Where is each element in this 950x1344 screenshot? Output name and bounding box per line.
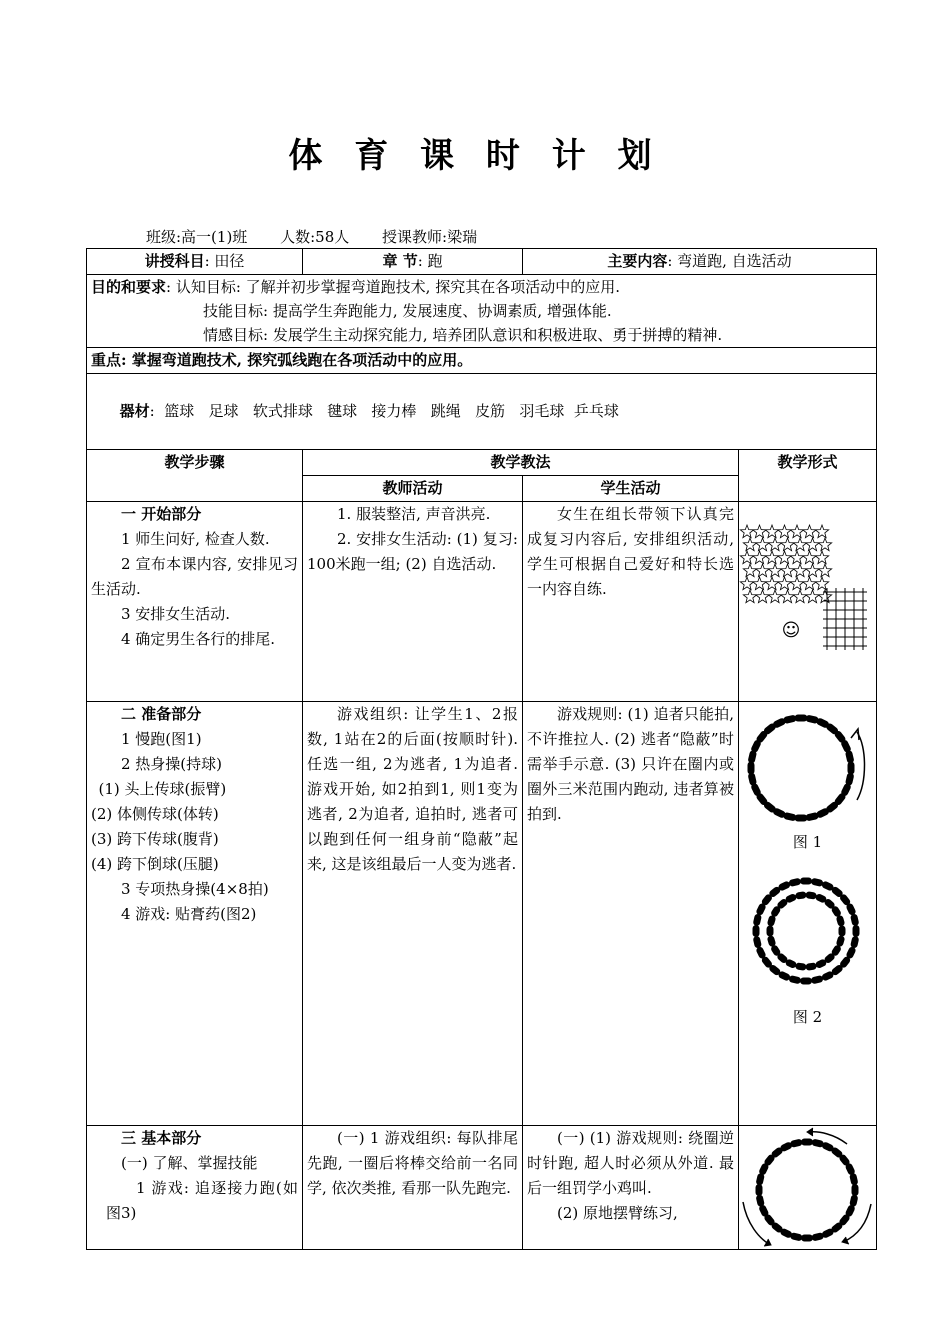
- s2-step: 4 游戏: 贴膏药(图2): [121, 905, 257, 923]
- s2-teacher: [303, 702, 523, 1126]
- s3-heading: 三 基本部分: [121, 1129, 202, 1147]
- arrow-head-right: [842, 1237, 849, 1244]
- s1-step: 3 安排女生活动.: [121, 605, 231, 623]
- runner-mark: [805, 962, 817, 970]
- figure-2-diagram: [739, 855, 877, 1005]
- figure-2-caption: 图 2: [792, 1008, 823, 1026]
- student-star: [806, 564, 819, 577]
- goals-row: [87, 275, 877, 348]
- s1-teacher: [303, 502, 523, 702]
- student-star: [768, 564, 781, 577]
- content-value: : 弯道跑, 自选活动: [667, 252, 792, 270]
- s2-step: (4) 跨下倒球(压腿): [91, 855, 219, 873]
- student-star: [740, 577, 753, 590]
- runner-mark: [788, 975, 801, 985]
- runner-mark: [850, 935, 860, 948]
- student-star: [790, 577, 803, 590]
- runner-mark: [748, 762, 755, 775]
- s3-teacher-text: (一) 1 游戏组织: 每队排尾先跑, 一圈后将棒交给前一名同学, 依次类推, 看那一队先跑完.: [307, 1129, 518, 1197]
- s2-step: (1) 头上传球(振臂): [98, 780, 227, 798]
- student-star: [781, 564, 794, 577]
- runner-mark: [753, 913, 763, 926]
- runner-mark: [753, 935, 763, 948]
- equipment-items: : 篮球 足球 软式排球 毽球 接力棒 跳绳 皮筋 羽毛球 乒乓球: [149, 402, 619, 420]
- student-star: [765, 525, 778, 538]
- clockwise-arrow: [857, 732, 865, 800]
- goals-line-1: : 认知目标: 了解并初步掌握弯道跑技术, 探究其在各项活动中的应用.: [166, 278, 620, 296]
- col-steps: 教学步骤: [87, 450, 303, 502]
- chapter-label: 章 节: [382, 252, 418, 270]
- s2-heading: 二 准备部分: [121, 705, 202, 723]
- runner-mark: [800, 878, 812, 885]
- s2-teacher-text: 游戏组织: 让学生1、2报数, 1站在2的后面(按顺时针). 任选一组, 2为逃者, 1为追者. 游戏开始, 如2拍到1, 则1变为逃者, 2为追者, 追拍时, 逃者可以跑到任何一组身前“隐蔽”起来, 这是该组最后一人变为逃者.: [307, 705, 518, 873]
- student-star: [806, 538, 819, 551]
- col-student: 学生活动: [523, 476, 739, 502]
- content-cell: [523, 249, 877, 275]
- runner-mark: [810, 878, 823, 888]
- running-circle: [747, 714, 854, 821]
- goals-cell: [87, 275, 877, 348]
- student-star: [778, 525, 791, 538]
- section-warmup-row: [87, 702, 877, 1126]
- equipment-cell: [87, 374, 877, 450]
- smiley-icon: ☺: [781, 620, 801, 641]
- runner-mark: [810, 975, 823, 985]
- student-star: [740, 551, 753, 564]
- s2-step: (2) 体侧传球(体转): [91, 805, 219, 823]
- runner-mark: [850, 913, 860, 926]
- s2-step: 2 热身操(持球): [121, 755, 223, 773]
- student-star: [781, 538, 794, 551]
- student-star: [793, 538, 806, 551]
- s1-student-text: 女生在组长带领下认真完成复习内容后, 安排组织活动, 学生可根据自己爱好和特长选一内容自练.: [527, 505, 734, 598]
- s3-steps: [87, 1126, 303, 1250]
- runner-mark: [852, 1184, 859, 1196]
- runner-mark: [767, 926, 774, 937]
- goals-label: 目的和要求: [91, 278, 167, 296]
- student-star: [756, 590, 769, 603]
- s3-student-text: (一) (1) 游戏规则: 绕圈逆时针跑, 超人时必须从外道. 最后一组罚学小鸡叫.: [527, 1129, 734, 1197]
- figure-3-diagram: [739, 1126, 877, 1248]
- s1-step: 2 宣布本课内容, 安排见习生活动.: [91, 555, 298, 598]
- student-star: [768, 538, 781, 551]
- arrow-head-left: [764, 1239, 771, 1246]
- s3-student-text: (2) 原地摆臂练习,: [557, 1204, 678, 1222]
- runner-mark: [795, 891, 807, 899]
- s1-teacher-text: 1. 服装整洁, 声音洪亮.: [337, 505, 491, 523]
- inner-circle: [767, 891, 846, 971]
- s1-step: 1 师生问好, 检查人数.: [121, 530, 270, 548]
- runner-mark: [795, 815, 808, 822]
- student-star: [765, 577, 778, 590]
- student-count: 人数:58人: [280, 228, 350, 246]
- s2-student-text: 游戏规则: (1) 追者只能拍, 不许推拉人. (2) 逃者“隐蔽”时需举手示意. (3) 只许在圈内或圈外三米范围内跑动, 违者算被拍到.: [527, 705, 734, 823]
- section-main-row: [87, 1126, 877, 1250]
- chapter-value: : 跑: [417, 252, 443, 270]
- student-star: [803, 577, 816, 590]
- s3-student: [523, 1126, 739, 1250]
- col-teacher: 教师活动: [303, 476, 523, 502]
- equipment-row: [87, 374, 877, 450]
- student-star: [793, 564, 806, 577]
- s3-form: [739, 1126, 877, 1250]
- runner-mark: [848, 762, 855, 775]
- goals-line-3: 情感目标: 发展学生主动探究能力, 培养团队意识和积极进取、勇于拼搏的精神.: [203, 326, 723, 344]
- student-star: [803, 551, 816, 564]
- runner-mark: [801, 1235, 813, 1242]
- goals-line-2: 技能目标: 提高学生奔跑能力, 发展速度、协调素质, 增强体能.: [203, 302, 612, 320]
- s1-teacher-text: 2. 安排女生活动: (1) 复习: 100米跑一组; (2) 自选活动.: [307, 530, 518, 573]
- student-star: [790, 551, 803, 564]
- student-star: [743, 538, 756, 551]
- focus-cell: 重点: 掌握弯道跑技术, 探究弧线跑在各项活动中的应用。: [87, 348, 877, 374]
- arrow-head: [851, 729, 859, 740]
- equipment-label: 器材: [119, 402, 150, 420]
- runner-mark: [801, 1139, 813, 1146]
- content-label: 主要内容: [607, 252, 668, 270]
- star-formation: [740, 525, 831, 603]
- runner-mark: [795, 715, 808, 722]
- student-star: [793, 590, 806, 603]
- col-form: 教学形式: [739, 450, 877, 502]
- student-star: [818, 564, 831, 577]
- student-star: [753, 525, 766, 538]
- runner-mark: [805, 891, 817, 899]
- arrow-head-top: [807, 1128, 813, 1136]
- s1-student: [523, 502, 739, 702]
- student-star: [756, 538, 769, 551]
- student-star: [753, 577, 766, 590]
- student-star: [815, 577, 828, 590]
- student-star: [778, 577, 791, 590]
- runner-mark: [795, 962, 807, 970]
- student-star: [743, 564, 756, 577]
- s3-step: 1 游戏: 追逐接力跑(如图3): [106, 1179, 298, 1222]
- runner-mark: [839, 926, 846, 937]
- student-star: [815, 525, 828, 538]
- class-info: [146, 226, 505, 247]
- runner-mark: [845, 750, 855, 764]
- focus-row: [87, 348, 877, 374]
- s1-steps: [87, 502, 303, 702]
- column-header-row-1: [87, 450, 877, 476]
- chapter-cell: [303, 249, 523, 275]
- runner-mark: [800, 978, 812, 985]
- s1-form: [739, 502, 877, 702]
- runner-mark: [788, 878, 801, 888]
- s2-step: (3) 跨下传球(腹背): [91, 830, 219, 848]
- col-methods: 教学教法: [303, 450, 739, 476]
- s3-teacher: [303, 1126, 523, 1250]
- student-star: [753, 551, 766, 564]
- subject-cell: [87, 249, 303, 275]
- student-star: [743, 590, 756, 603]
- s2-steps: [87, 702, 303, 1126]
- s2-student: [523, 702, 739, 1126]
- s2-step: 3 专项热身操(4×8拍): [121, 880, 269, 898]
- student-star: [768, 590, 781, 603]
- student-star: [756, 564, 769, 577]
- s1-heading: 一 开始部分: [121, 505, 202, 523]
- lesson-plan-table: [86, 248, 877, 1250]
- s2-form: [739, 702, 877, 1126]
- runner-mark: [756, 1184, 763, 1196]
- subject-label: 讲授科目: [144, 252, 205, 270]
- runner-mark: [853, 925, 860, 937]
- student-star: [815, 551, 828, 564]
- runner-mark: [753, 925, 760, 937]
- s3-step: (一) 了解、掌握技能: [121, 1154, 258, 1172]
- student-star: [765, 551, 778, 564]
- s1-step: 4 确定男生各行的排尾.: [121, 630, 276, 648]
- figure-1-caption: 图 1: [792, 833, 823, 851]
- header-row: [87, 249, 877, 275]
- teacher-name: 授课教师:梁瑞: [382, 228, 478, 246]
- section-start-row: [87, 502, 877, 702]
- relay-circle: [755, 1138, 858, 1241]
- student-star: [790, 525, 803, 538]
- student-star: [740, 525, 753, 538]
- class-name: 班级:高一(1)班: [146, 228, 248, 246]
- student-star: [781, 590, 794, 603]
- student-star: [818, 538, 831, 551]
- formation-diagram-1: [739, 502, 877, 697]
- s2-step: 1 慢跑(图1): [121, 730, 202, 748]
- student-star: [806, 590, 819, 603]
- student-star: [778, 551, 791, 564]
- grid-formation: [823, 588, 867, 650]
- subject-value: : 田径: [204, 252, 245, 270]
- student-star: [803, 525, 816, 538]
- page-title: 体 育 课 时 计 划: [288, 136, 662, 176]
- figure-1-diagram: [739, 702, 877, 830]
